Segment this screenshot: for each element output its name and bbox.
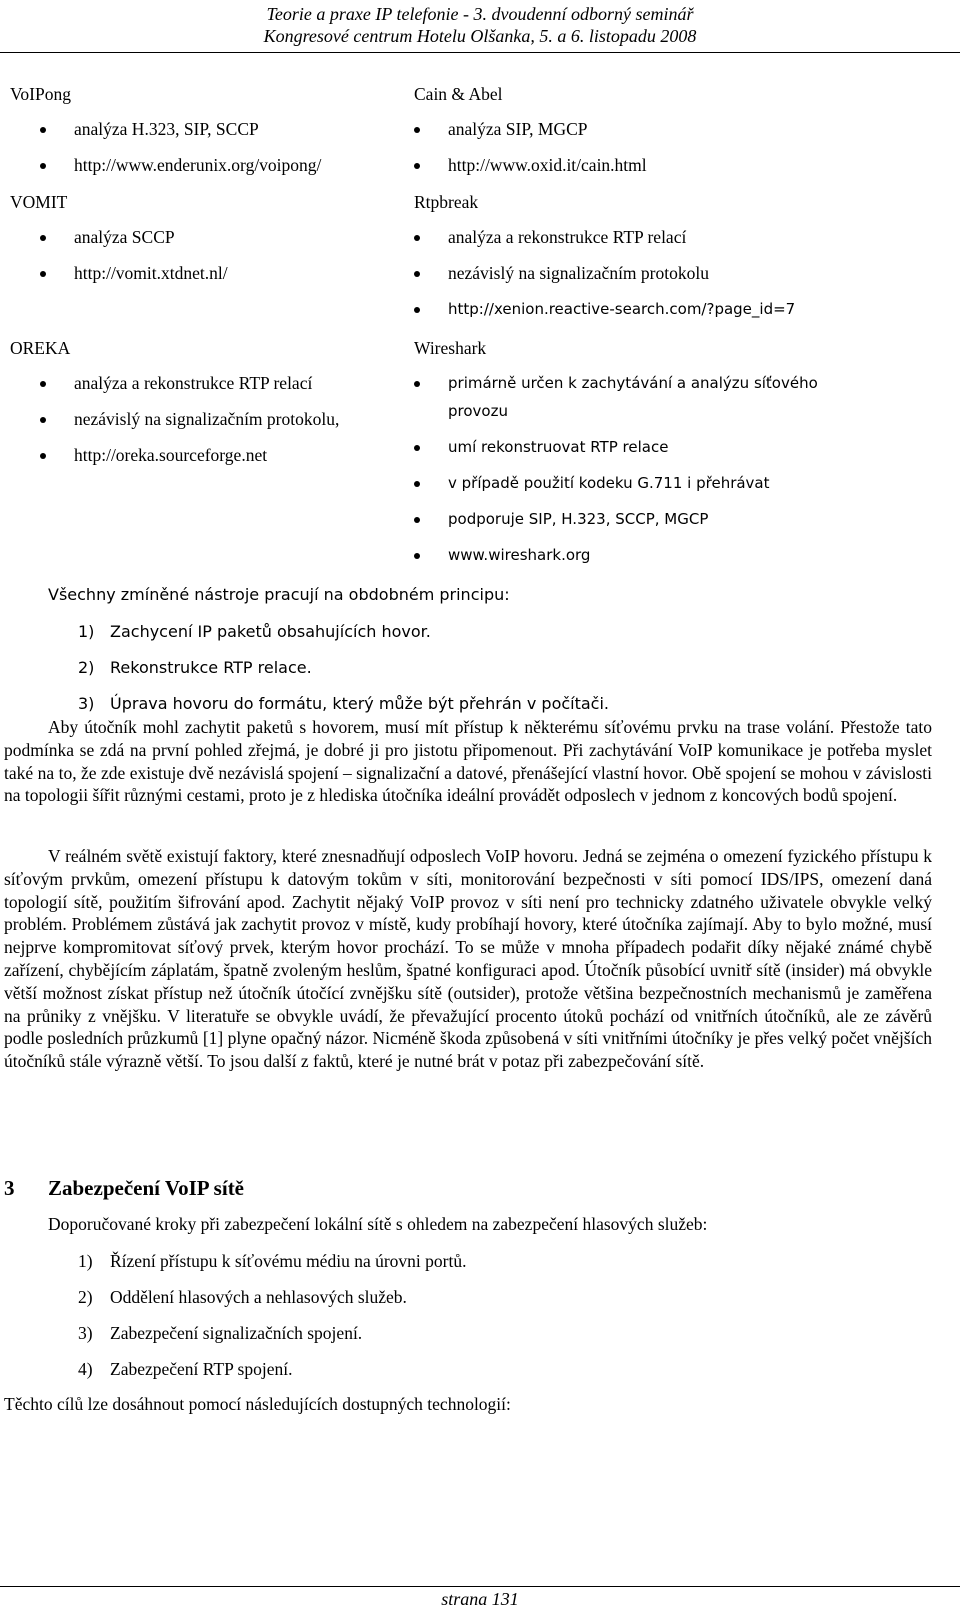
list-item (78, 1250, 466, 1286)
list-item (78, 1358, 466, 1394)
tool-name-vomit: VOMIT (10, 192, 68, 212)
step-number: 3) (78, 1323, 93, 1343)
page-footer: strana 131 (0, 1586, 960, 1610)
paragraph-2-text: V reálném světě existují faktory, které znesnadňují odposlech VoIP hovoru. Jedná se zejména o omezení fyzického přístupu k síťovým prvkům, omezení přístupu k datovým tokům v síti, monitorování bezpečnosti v síti pomocí IDS/IPS, omezení daná topologií sítě, použitím šifrování apod. Zachytit nějaký VoIP provoz v síti není pro technicky zdatného uživatele obvykle velký problém. Problémem zůstává jak zachytit provoz v místě, kudy probíhají hovory, které útočníka zajímají. Aby to bylo možné, musí nejprve kompromitovat síťový prvek, kterým hovor prochází. To se může v mnoha případech podařit díky nějaké známé chybě zařízení, chybějícím záplatám, špatně zvoleným heslům, špatné konfiguraci apod. Útočník působící uvnitř sítě (insider) má obvykle větší možnost získat přístup než útočník útočící zvnějšku sítě (outsider), protože většina bezpečnostních mechanismů je zaměřena na průniky z vnějšku. V literatuře se obvykle uvádí, že převažující procento útoků pochází od vnitřních útočníků, ale ze závěrů podle posledních průzkumů [1] plyne opačný názor. Nicméně škoda způsobená v síti vnitřními útočníky je přes velký počet vnějších útočníků stále výrazně větší. To jsou další z faktů, které je nutné brát v potaz při zabezpečování sítě. (4, 846, 932, 1072)
step-text: Rekonstrukce RTP relace. (110, 658, 312, 677)
list-item: nezávislý na signalizačním protokolu (374, 262, 795, 298)
principle-intro: Všechny zmíněné nástroje pracují na obdobném principu: (48, 585, 510, 604)
section-number: 3 (4, 1176, 15, 1200)
section-heading (4, 1176, 244, 1201)
list-item (78, 1322, 466, 1358)
list-item: v případě použití kodeku G.711 i přehrávat (374, 472, 818, 508)
list-item: nezávislý na signalizačním protokolu, (0, 408, 339, 444)
list-item: www.wireshark.org (374, 544, 818, 580)
list-item: http://www.oxid.it/cain.html (374, 154, 647, 190)
list-item: analýza a rekonstrukce RTP relací (374, 226, 795, 262)
step-text: Zabezpečení RTP spojení. (110, 1359, 293, 1379)
step-number: 1) (78, 622, 95, 641)
step-text: Zachycení IP paketů obsahujících hovor. (110, 622, 431, 641)
list-item: analýza a rekonstrukce RTP relací (0, 372, 339, 408)
list-item: analýza SIP, MGCP (374, 118, 647, 154)
step-text: Úprava hovoru do formátu, který může být přehrán v počítači. (110, 694, 610, 713)
list-item: primárně určen k zachytávání a analýzu síťového (374, 372, 818, 400)
list-item: analýza SCCP (0, 226, 228, 262)
step-text: Oddělení hlasových a nehlasových služeb. (110, 1287, 407, 1307)
list-item-continuation: provozu (448, 402, 508, 420)
page-header (0, 0, 960, 53)
header-line-1: Teorie a praxe IP telefonie - 3. dvoudenní odborný seminář (266, 4, 694, 24)
tool-list-rtpbreak (374, 226, 795, 334)
step-text: Zabezpečení signalizačních spojení. (110, 1323, 363, 1343)
tool-name-voipong: VoIPong (10, 84, 71, 104)
section-closing: Těchto cílů lze dosáhnout pomocí následujících dostupných technologií: (4, 1394, 511, 1414)
tool-name-oreka: OREKA (10, 338, 71, 358)
list-item: umí rekonstruovat RTP relace (374, 436, 818, 472)
tool-list-vomit (0, 226, 228, 298)
paragraph-2 (4, 845, 932, 1073)
list-item: analýza H.323, SIP, SCCP (0, 118, 321, 154)
header-line-2: Kongresové centrum Hotelu Olšanka, 5. a 6. listopadu 2008 (263, 26, 697, 46)
section-intro: Doporučované kroky při zabezpečení lokální sítě s ohledem na zabezpečení hlasových služeb: (48, 1214, 708, 1234)
step-number: 3) (78, 694, 95, 713)
tool-name-cain-abel: Cain & Abel (414, 84, 503, 104)
tool-list-oreka (0, 372, 339, 480)
step-number: 1) (78, 1251, 93, 1271)
list-item: http://www.enderunix.org/voipong/ (0, 154, 321, 190)
paragraph-1 (4, 716, 932, 807)
list-item: http://vomit.xtdnet.nl/ (0, 262, 228, 298)
step-number: 2) (78, 1287, 93, 1307)
list-item: http://xenion.reactive-search.com/?page_id=7 (374, 298, 795, 334)
list-item (78, 1286, 466, 1322)
tool-name-wireshark: Wireshark (414, 338, 487, 358)
list-item (78, 657, 609, 693)
tool-list-cain-abel (374, 118, 647, 190)
principle-steps (78, 621, 609, 729)
tool-list-voipong (0, 118, 321, 190)
list-item: podporuje SIP, H.323, SCCP, MGCP (374, 508, 818, 544)
list-item: http://oreka.sourceforge.net (0, 444, 339, 480)
list-item (78, 621, 609, 657)
section-steps (78, 1250, 466, 1394)
step-number: 4) (78, 1359, 93, 1379)
step-text: Řízení přístupu k síťovému médiu na úrovni portů. (110, 1251, 467, 1271)
step-number: 2) (78, 658, 95, 677)
paragraph-1-text: Aby útočník mohl zachytit paketů s hovorem, musí mít přístup k některému síťovému prvku na trase volání. Přestože tato podmínka se zdá na první pohled zřejmá, je dobré ji pro jistotu připomenout. Při zachytávání VoIP komunikace je potřeba myslet také na to, že zde existuje dvě nezávislá spojení – signalizační a datové, přenášející vlastní hovor. Obě spojení se mohou v závislosti na topologii šířit různými cestami, proto je z hlediska útočníka ideální provádět odposlech v jednom z koncových bodů spojení. (4, 717, 932, 806)
tool-name-rtpbreak: Rtpbreak (414, 192, 479, 212)
tool-list-wireshark (374, 372, 818, 580)
section-title: Zabezpečení VoIP sítě (48, 1176, 245, 1200)
